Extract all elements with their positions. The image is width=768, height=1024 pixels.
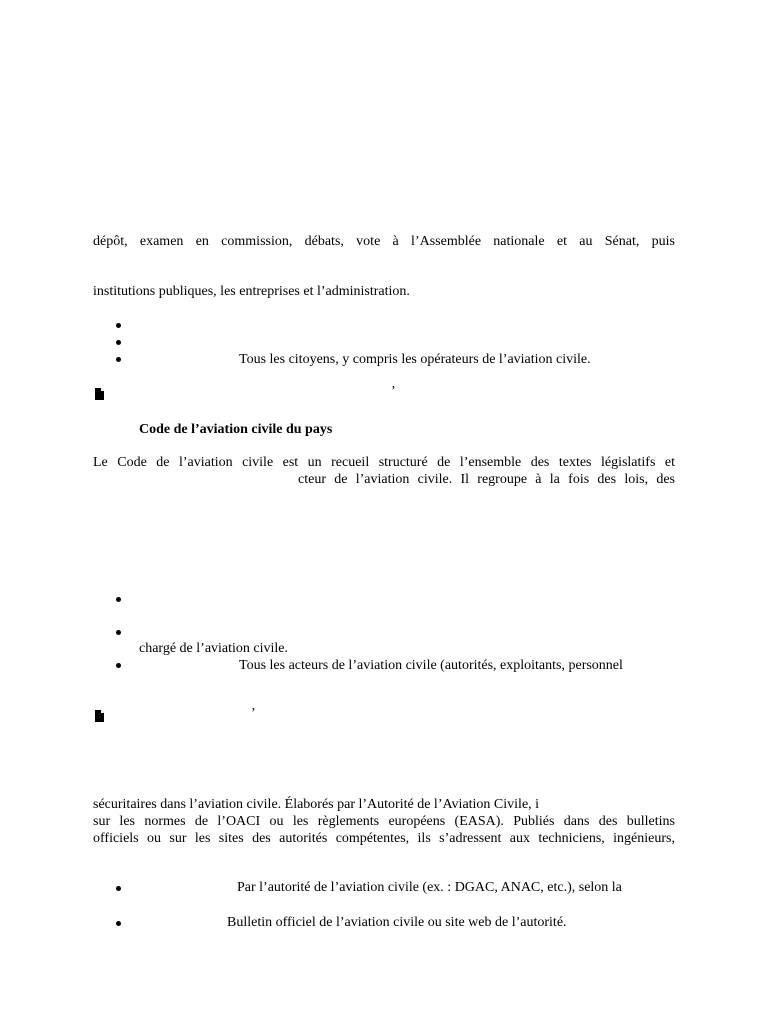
paragraph-line: dépôt, examen en commission, débats, vote à l’Assemblée nationale et au Sénat, puis: [93, 234, 675, 249]
paragraph-line: sécuritaires dans l’aviation civile. Élaborés par l’Autorité de l’Aviation Civile, i: [93, 797, 540, 812]
bullet-point: [116, 597, 121, 602]
apostrophe-mark: ’: [251, 706, 256, 721]
document-icon: [95, 710, 104, 722]
list-item-text: Par l’autorité de l’aviation civile (ex. : DGAC, ANAC, etc.), selon la: [237, 880, 622, 895]
paragraph-line: officiels ou sur les sites des autorités compétentes, ils s’adressent aux techniciens, ingénieurs,: [93, 831, 675, 846]
bullet-point: [116, 921, 121, 926]
bullet-point: [116, 340, 121, 345]
bullet-point: [116, 886, 121, 891]
list-item-text: Bulletin officiel de l’aviation civile ou site web de l’autorité.: [227, 915, 567, 930]
bullet-point: [116, 357, 121, 362]
document-icon: [95, 388, 104, 400]
bullet-point: [116, 663, 121, 668]
bullet-point: [116, 323, 121, 328]
list-item-text: Tous les citoyens, y compris les opérateurs de l’aviation civile.: [239, 352, 591, 367]
paragraph-line: sur les normes de l’OACI ou les règlements européens (EASA). Publiés dans des bulletins: [93, 814, 675, 829]
apostrophe-mark: ’: [391, 384, 396, 399]
paragraph-line: Le Code de l’aviation civile est un recueil structuré de l’ensemble des textes législatifs et: [93, 455, 675, 470]
paragraph-line: institutions publiques, les entreprises et l’administration.: [93, 284, 410, 299]
list-item-text: Tous les acteurs de l’aviation civile (autorités, exploitants, personnel: [239, 658, 623, 673]
section-heading: Code de l’aviation civile du pays: [139, 422, 333, 437]
bullet-point: [116, 630, 121, 635]
paragraph-line: cteur de l’aviation civile. Il regroupe à la fois des lois, des: [298, 472, 675, 487]
list-item-continuation: chargé de l’aviation civile.: [139, 641, 289, 656]
